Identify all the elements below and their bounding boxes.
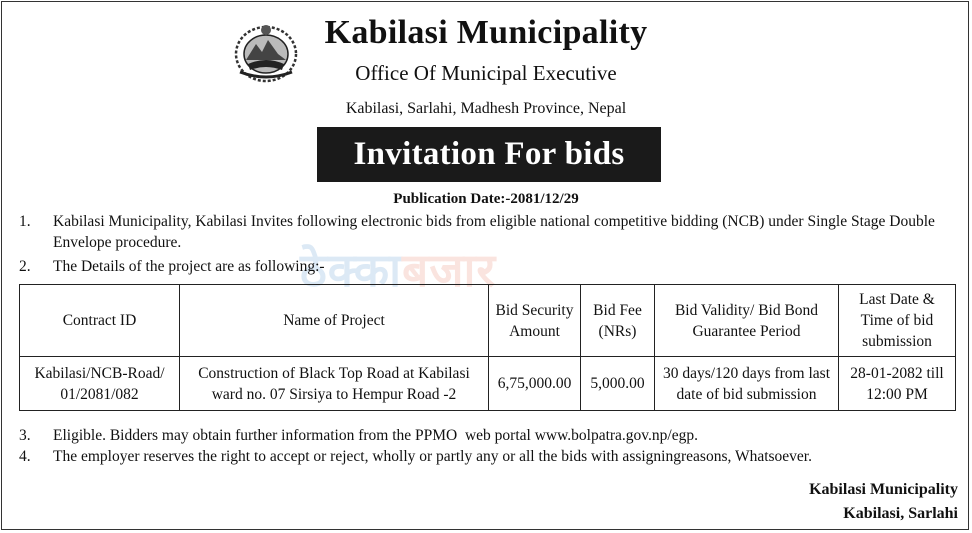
paragraph-text: Eligible. Bidders may obtain further information from the PPMO web portal www.bolpatra.gov.np/egp.	[53, 427, 698, 444]
paragraph-number: 1.	[19, 213, 31, 230]
publication-date: Publication Date:-2081/12/29	[393, 191, 579, 207]
cell-last-date: 28-01-2082 till 12:00 PM	[839, 357, 956, 411]
header-bid-security: Bid Security Amount	[489, 285, 581, 357]
watermark-part1: ठेक्का	[300, 243, 403, 297]
paragraph-text: The Details of the project are as following:-	[53, 258, 325, 275]
header-contract-id: Contract ID	[20, 285, 180, 357]
address-line: Kabilasi, Sarlahi, Madhesh Province, Nepal	[345, 100, 627, 117]
header-bid-fee: Bid Fee (NRs)	[581, 285, 655, 357]
watermark-part2: बजार	[402, 243, 497, 297]
signature-name: Kabilasi Municipality	[809, 481, 958, 498]
cell-project-name: Construction of Black Top Road at Kabilasi ward no. 07 Sirsiya to Hempur Road -2	[180, 357, 489, 411]
municipality-title: Kabilasi Municipality	[324, 14, 648, 51]
table-row	[20, 357, 956, 411]
paragraph-text: Kabilasi Municipality, Kabilasi Invites following electronic bids from eligible national competitive bidding (NCB) under Single Stage Double Envelope procedure.	[53, 213, 935, 251]
header-last-date: Last Date & Time of bid submission	[839, 285, 956, 357]
office-subtitle: Office Of Municipal Executive	[355, 61, 617, 85]
paragraph-number: 4.	[19, 448, 31, 465]
cell-bid-validity: 30 days/120 days from last date of bid submission	[655, 357, 839, 411]
bid-details-table	[19, 284, 956, 411]
cell-bid-security: 6,75,000.00	[489, 357, 581, 411]
invitation-banner: Invitation For bids	[317, 127, 661, 182]
cell-contract-id: Kabilasi/NCB-Road/ 01/2081/082	[20, 357, 180, 411]
table-header-row	[20, 285, 956, 357]
paragraph-number: 3.	[19, 427, 31, 444]
paragraph-text: The employer reserves the right to accept or reject, wholly or partly any or all the bids with assigningreasons, Whatsoever.	[53, 448, 812, 465]
signature-location: Kabilasi, Sarlahi	[843, 505, 958, 522]
header-bid-validity: Bid Validity/ Bid Bond Guarantee Period	[655, 285, 839, 357]
cell-bid-fee: 5,000.00	[581, 357, 655, 411]
header-project-name: Name of Project	[180, 285, 489, 357]
paragraph-number: 2.	[19, 258, 31, 275]
